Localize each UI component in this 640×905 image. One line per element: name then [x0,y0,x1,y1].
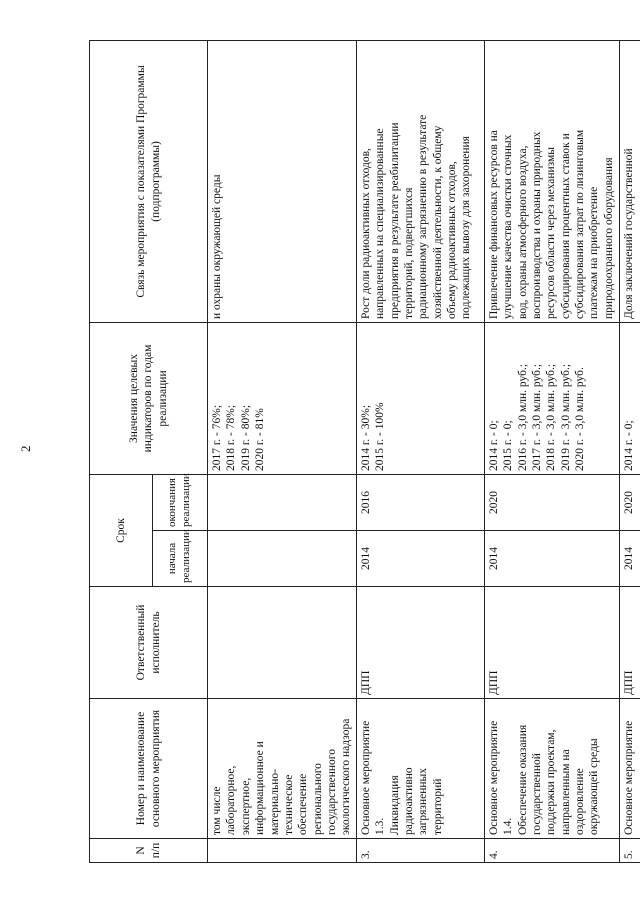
cell-line: экологического надзора [340,718,353,835]
cell-line: Основное мероприятие [487,720,500,835]
cell-line: и охраны окружающей среды [211,174,223,319]
cell-num: 4. [484,839,619,863]
cell-line: Привлечение финансовых ресурсов на [487,130,500,319]
cell-line: направленным на [559,749,572,835]
cell-line: ресурсов области через механизмы [545,146,558,319]
cell-link [356,40,484,322]
header-term: Срок [90,474,153,586]
cell-line: 2018 г. - 78%; [225,404,238,471]
cell-link [208,40,357,322]
cell-line: субсидирования затрат по лизинговым [574,129,586,319]
cell-name [356,699,484,839]
cell-line: предприятия в результате реабилитации [388,122,401,319]
cell-line: 2019 г. - 80%; [239,404,252,471]
cell-line: Рост доли радиоактивных отходов, [359,148,372,319]
cell-line: территорий, подвергшихся [402,187,415,319]
cell-end: 2020 [484,474,619,530]
header-term-end: окончания реализации [153,474,208,530]
cell-name [484,699,619,839]
header-indicators: Значения целевых индикаторов по годам реализации [90,322,208,474]
table-row [619,40,640,862]
cell-line: 2014 г. - 30%; [359,404,372,471]
cell-line: обеспечение [297,773,310,835]
cell-line: государственной [530,753,543,835]
cell-line: объему радиоактивных отходов, [446,161,458,319]
cell-line: лабораторное, [225,765,238,835]
cell-line: экспертное, [239,777,252,835]
cell-start: 2014 [619,531,640,587]
cell-line: 2020 г. - 81% [254,408,267,471]
cell-link [484,40,619,322]
cell-line: техническое [282,774,295,835]
cell-start: 2014 [484,531,619,587]
header-link: Связь мероприятия с показателями Программы (подпрограммы) [90,40,208,322]
table-row [484,40,619,862]
cell-line: 2019 г. - 3,0 млн. руб.; [559,363,572,471]
cell-line: регионального [311,763,324,835]
cell-line: подлежащих вывозу для захоронения [460,136,473,319]
cell-line: Основное мероприятие [622,720,635,835]
cell-name [619,699,640,839]
activities-table [89,40,640,863]
cell-line: 2017 г. - 76%; [211,404,223,471]
header-responsible: Ответственный исполнитель [90,587,208,699]
cell-line: 2020 г. - 3,0 млн. руб. [574,367,586,471]
cell-indicators [356,322,484,474]
cell-end: 2016 [356,474,484,530]
cell-responsible [208,587,357,699]
cell-line: территорий [431,778,444,835]
cell-line: Основное мероприятие [359,720,372,835]
cell-line: материально- [268,769,281,835]
cell-end: 2020 [619,474,640,530]
cell-line: информационное и [254,741,267,835]
cell-responsible: ДПП [356,587,484,699]
cell-line: вод, охраны атмосферного воздуха, [516,145,529,319]
cell-line: государственного [326,749,338,835]
cell-line: оздоровление [574,768,586,835]
cell-line: 2015 г. - 0; [502,420,515,471]
table-row [356,40,484,862]
cell-line: платежам на приобретение [588,186,601,319]
cell-responsible: ДПП [484,587,619,699]
cell-num: 5. [619,839,640,863]
cell-indicators [208,322,357,474]
cell-line: загрязненных [417,768,430,835]
cell-line: 2016 г. - 3,0 млн. руб.; [516,363,529,471]
cell-end [208,474,357,530]
cell-start [208,531,357,587]
cell-line: Обеспечение оказания [516,724,529,835]
cell-responsible: ДПП [619,587,640,699]
rotated-table-wrapper [89,41,635,863]
header-name: Номер и наименование основного мероприятия [90,699,208,839]
table-body [208,40,640,862]
cell-line: окружающей среды [588,738,601,835]
cell-indicators [484,322,619,474]
cell-line: 2017 г. - 3,0 млн. руб.; [530,363,543,471]
cell-line: природоохранного оборудования [602,157,615,319]
table-row [208,40,357,862]
cell-line: направленных на специализированные [374,128,387,319]
cell-line: воспроизводства и охраны природных [530,131,543,319]
cell-line: том числе [211,786,223,835]
cell-num [208,839,357,863]
cell-line: Ликвидация [388,775,401,835]
cell-line: 1.3. [374,817,387,835]
cell-num: 3. [356,839,484,863]
header-num: N п/п [90,839,208,863]
cell-start: 2014 [356,531,484,587]
header-term-start: начала реализации [153,531,208,587]
cell-line: 2014 г. - 0; [622,420,635,471]
cell-indicators [619,322,640,474]
cell-line: субсидирования процентных ставок и [559,133,572,319]
cell-line: хозяйственной деятельности, к общему [431,125,444,319]
cell-link [619,40,640,322]
page-number: 2 [18,445,33,452]
cell-line: 2018 г. - 3,0 млн. руб.; [545,363,558,471]
cell-line: радиационному загрязнению в результате [417,114,430,319]
cell-line: Доля заключений государственной [622,148,635,319]
cell-name [208,699,357,839]
cell-line: улучшение качества очистки сточных [502,134,515,319]
cell-line: 1.4. [502,817,515,835]
cell-line: 2014 г. - 0; [487,420,500,471]
cell-line: радиоактивно [402,767,415,835]
cell-line: 2015 г. - 100% [374,402,387,471]
cell-line: поддержки проектам, [545,729,558,835]
